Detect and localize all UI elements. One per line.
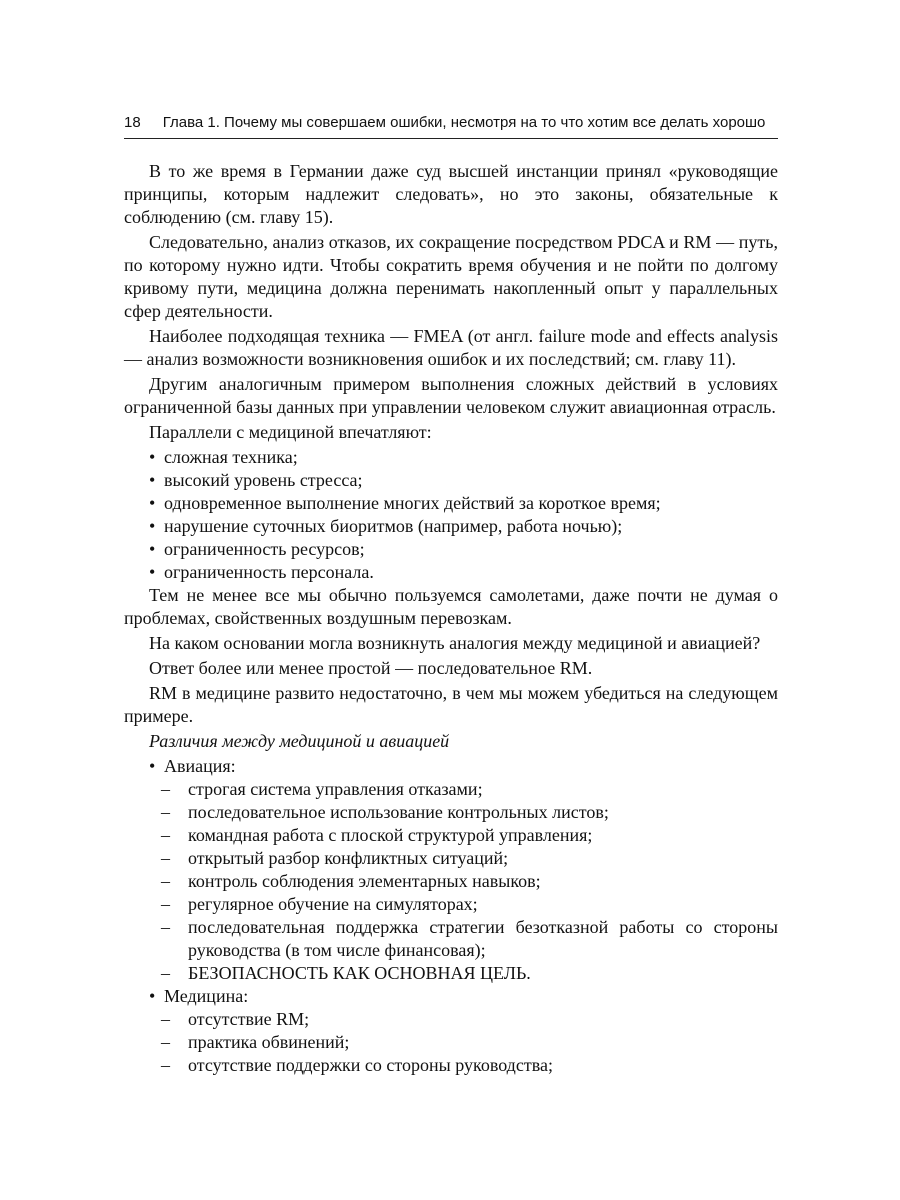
list-item: – последовательная поддержка стратегии безотказной работы со стороны руководства (в том числе финансовая); [161, 917, 778, 960]
list-item: – командная работа с плоской структурой управления; [161, 825, 593, 845]
list-item: – отсутствие поддержки со стороны руководства; [161, 1055, 553, 1075]
dash-icon: – [161, 1009, 170, 1029]
dash-icon: – [161, 779, 170, 799]
dash-icon: – [161, 848, 170, 868]
list-item: – строгая система управления отказами; [161, 779, 483, 799]
list-item: – контроль соблюдения элементарных навыков; [161, 871, 541, 891]
page-number: 18 [124, 114, 141, 131]
paragraph: Наиболее подходящая техника — FMEA (от англ. failure mode and effects analysis — анализ возможности возникновения ошибок и их последствий; см. главу 11). [124, 326, 778, 369]
paragraph: В то же время в Германии даже суд высшей инстанции принял «руководящие принципы, которым надлежит следовать», но это законы, обязательные к соблюдению (см. главу 15). [124, 161, 778, 227]
list-item: – практика обвинений; [161, 1032, 350, 1052]
paragraph: Ответ более или менее простой — последовательное RM. [149, 658, 593, 678]
running-header [124, 113, 778, 133]
dash-icon: – [161, 894, 170, 914]
dash-icon: – [161, 871, 170, 891]
section-heading: Различия между медициной и авиацией [149, 731, 450, 751]
bullet-icon: • [149, 986, 156, 1006]
header-rule [124, 138, 778, 139]
running-title: Глава 1. Почему мы совершаем ошибки, несмотря на то что хотим все делать хорошо [162, 114, 766, 131]
list-item: – последовательное использование контрольных листов; [161, 802, 609, 822]
list-item: • ограниченность персонала. [149, 562, 374, 582]
medicine-list [124, 1008, 778, 1077]
dash-icon: – [161, 1032, 170, 1052]
list-item: • высокий уровень стресса; [149, 470, 363, 490]
dash-icon: – [161, 963, 170, 983]
bullet-icon: • [149, 493, 156, 513]
list-item: • сложная техника; [149, 447, 298, 467]
list-item: – БЕЗОПАСНОСТЬ КАК ОСНОВНАЯ ЦЕЛЬ. [161, 963, 531, 983]
paragraph: Другим аналогичным примером выполнения сложных действий в условиях ограниченной базы данных при управлении человеком служит авиационная отрасль. [124, 374, 778, 417]
dash-icon: – [161, 825, 170, 845]
paragraph: Параллели с медициной впечатляют: [149, 422, 432, 442]
list-item-aviation: • Авиация: [149, 756, 236, 776]
dash-icon: – [161, 917, 170, 937]
list-item: – открытый разбор конфликтных ситуаций; [161, 848, 509, 868]
list-item-medicine: • Медицина: [149, 986, 249, 1006]
dash-icon: – [161, 802, 170, 822]
list-item: • ограниченность ресурсов; [149, 539, 365, 559]
list-item: – регулярное обучение на симуляторах; [161, 894, 478, 914]
list-item: • нарушение суточных биоритмов (например, работа ночью); [149, 516, 623, 536]
list-item: • одновременное выполнение многих действий за короткое время; [149, 493, 661, 513]
bullet-icon: • [149, 470, 156, 490]
paragraph: Тем не менее все мы обычно пользуемся самолетами, даже почти не думая о проблемах, свойственных воздушным перевозкам. [124, 585, 778, 628]
bullet-icon: • [149, 516, 156, 536]
dash-icon: – [161, 1055, 170, 1075]
bullet-icon: • [149, 562, 156, 582]
paragraph: Следовательно, анализ отказов, их сокращение посредством PDCA и RM — путь, по которому нужно идти. Чтобы сократить время обучения и не пойти по долгому кривому пути, медицина должна перенимать накопленный опыт у параллельных сфер деятельности. [124, 232, 778, 321]
bullet-icon: • [149, 756, 156, 776]
parallels-list [124, 446, 778, 584]
body-text [124, 160, 778, 1077]
paragraph: На каком основании могла возникнуть аналогия между медициной и авиацией? [149, 633, 761, 653]
bullet-icon: • [149, 539, 156, 559]
list-item: – отсутствие RM; [161, 1009, 310, 1029]
bullet-icon: • [149, 447, 156, 467]
paragraph: RM в медицине развито недостаточно, в чем мы можем убедиться на следующем примере. [124, 683, 778, 726]
aviation-list [124, 778, 778, 985]
